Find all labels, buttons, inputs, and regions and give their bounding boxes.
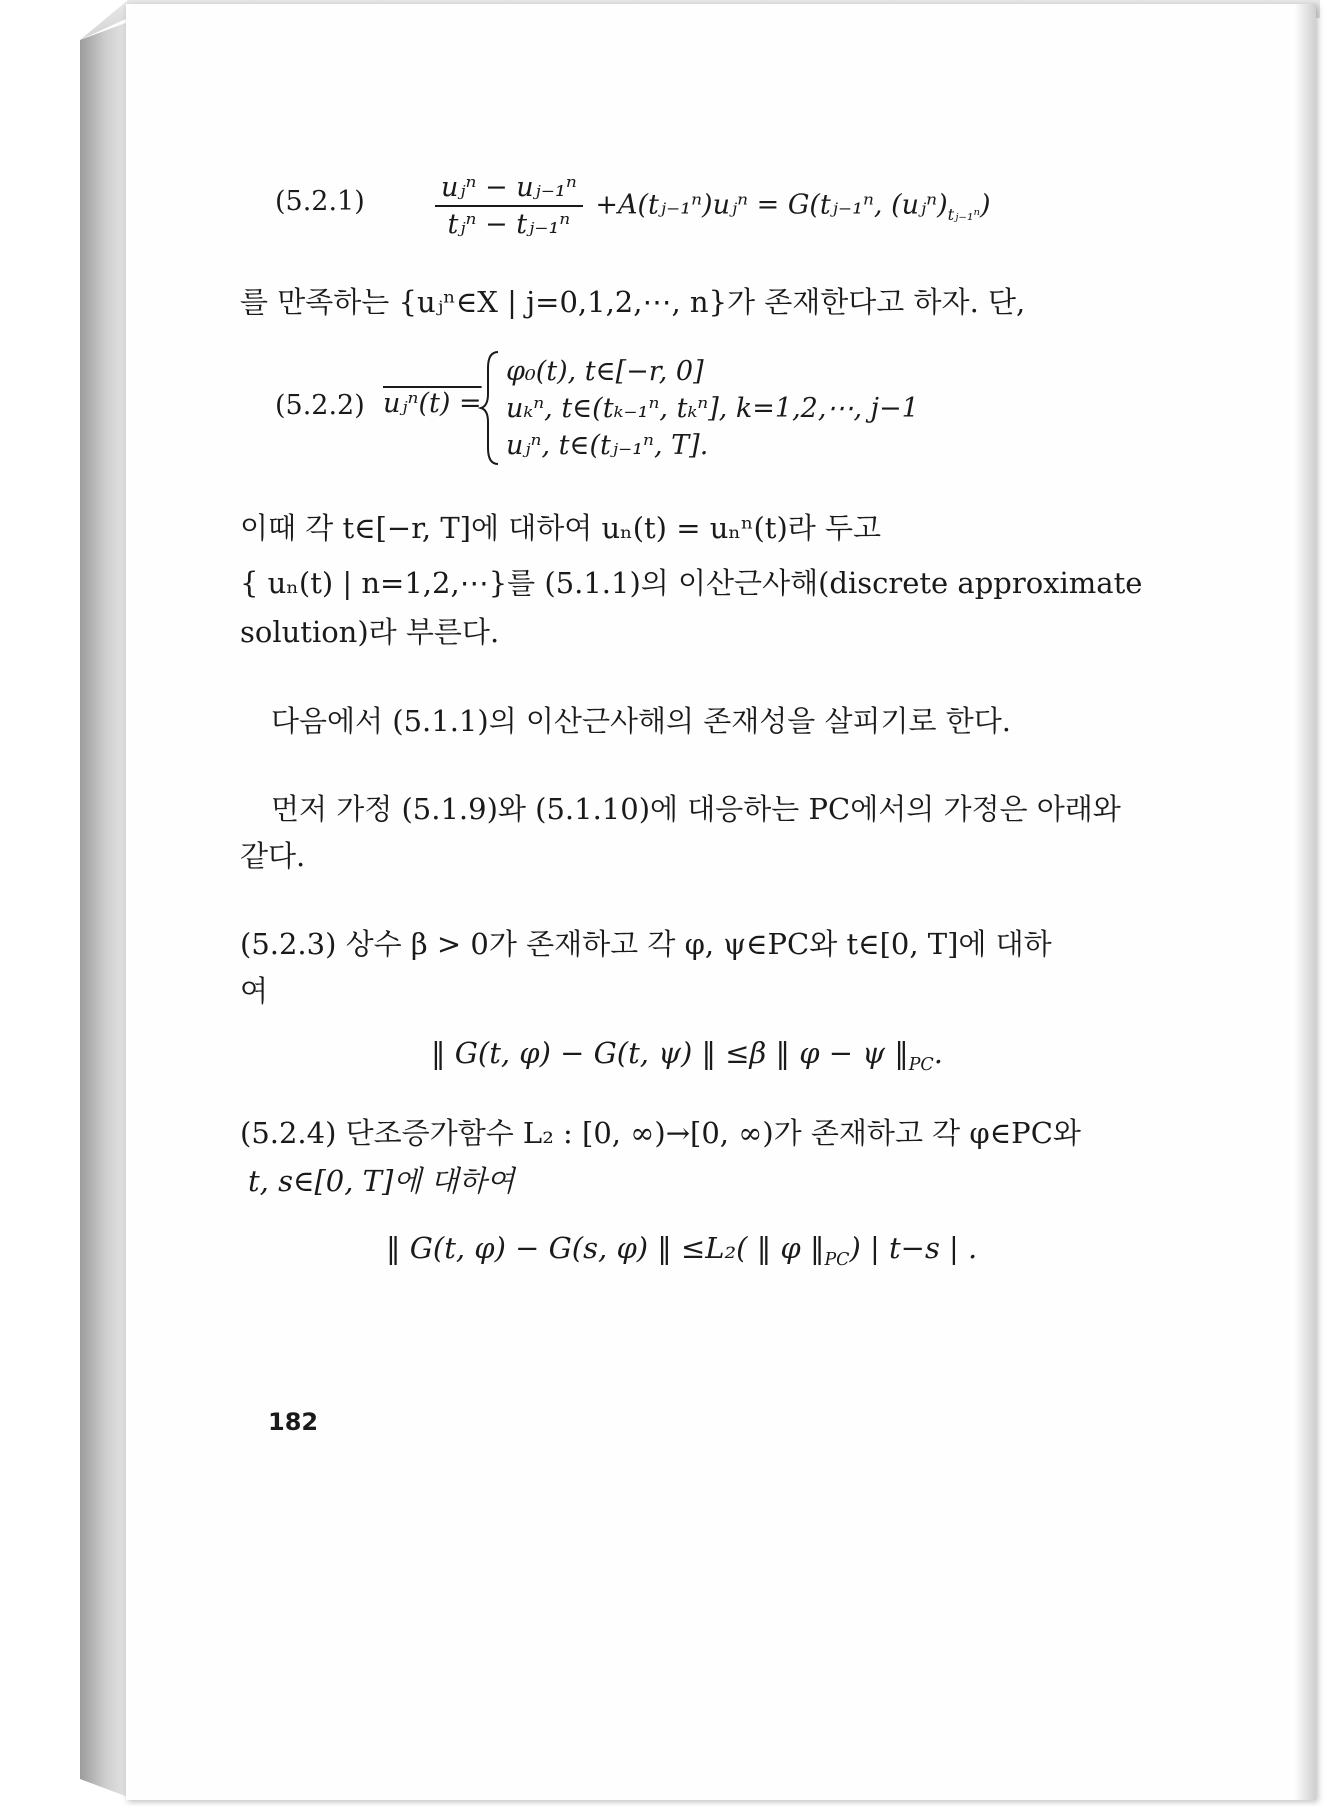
cond-5-2-4-eq-main: ‖ G(t, φ) − G(s, φ) ‖ ≤L₂( ‖ φ ‖ [386, 1231, 825, 1265]
eq-5-2-1 [431, 172, 991, 240]
para2: 다음에서 (5.1.1)의 이산근사해의 존재성을 살피기로 한다. [271, 704, 1012, 738]
cond-5-2-4-equation [386, 1231, 977, 1270]
page-right-edge [1294, 4, 1316, 1800]
line-satisfy: 를 만족하는 {uⱼⁿ∈X | j=0,1,2,⋯, n}가 존재한다고 하자. 단, [240, 285, 1026, 319]
eq-5-2-2-case-3: uⱼⁿ, t∈(tⱼ₋₁ⁿ, T]. [506, 430, 709, 461]
para1-line1: 이때 각 t∈[−r, T]에 대하여 uₙ(t) = uₙⁿ(t)라 두고 [240, 511, 882, 545]
book-page [126, 4, 1316, 1800]
eq-5-2-2-lhs: uⱼⁿ(t) = [383, 388, 482, 419]
cond-5-2-3-eq-sub: PC [908, 1054, 934, 1075]
cond-5-2-4-eq-sub: PC [824, 1249, 850, 1270]
left-brace-icon [478, 348, 502, 468]
cond-5-2-4-line1: (5.2.4) 단조증가함수 L₂ : [0, ∞)→[0, ∞)가 존재하고 각 φ∈PC와 [240, 1116, 1081, 1150]
page-number: 182 [268, 1408, 319, 1436]
cond-5-2-4-eq-end: ) | t−s | . [849, 1231, 978, 1265]
cond-5-2-3-equation [431, 1036, 943, 1075]
eq-5-2-1-end: ) [980, 189, 991, 221]
para3-line2: 같다. [240, 839, 306, 873]
book-side-edge [80, 22, 128, 1797]
eq-5-2-1-fraction [435, 172, 583, 240]
eq-5-2-1-sub: tⱼ₋₁ⁿ [947, 204, 981, 224]
para3-line1: 먼저 가정 (5.1.9)와 (5.1.10)에 대응하는 PC에서의 가정은 아래와 [271, 792, 1121, 826]
eq-5-2-1-rest: +A(tⱼ₋₁ⁿ)uⱼⁿ = G(tⱼ₋₁ⁿ, (uⱼⁿ) [595, 189, 948, 221]
cond-5-2-3-line2: 여 [240, 974, 269, 1008]
eq-5-2-1-label: (5.2.1) [275, 186, 365, 217]
eq-5-2-2-case-2: uₖⁿ, t∈(tₖ₋₁ⁿ, tₖⁿ], k=1,2,⋯, j−1 [506, 393, 919, 424]
eq-5-2-1-denominator: tⱼⁿ − tⱼ₋₁ⁿ [447, 209, 571, 240]
eq-5-2-2-label: (5.2.2) [275, 390, 365, 421]
para1-line3: solution)라 부른다. [240, 615, 500, 649]
cond-5-2-3-eq-end: . [933, 1036, 943, 1070]
cond-5-2-3-line1: (5.2.3) 상수 β > 0가 존재하고 각 φ, ψ∈PC와 t∈[0, T]에 대하 [240, 927, 1052, 961]
cond-5-2-3-eq-main: ‖ G(t, φ) − G(t, ψ) ‖ ≤β ‖ φ − ψ ‖ [431, 1036, 909, 1070]
para1-line2: { uₙ(t) | n=1,2,⋯}를 (5.1.1)의 이산근사해(discrete approximate [240, 566, 1143, 600]
cond-5-2-4-line2: t, s∈[0, T]에 대하여 [248, 1164, 515, 1198]
eq-5-2-1-numerator: uⱼⁿ − uⱼ₋₁ⁿ [435, 172, 583, 207]
eq-5-2-2-case-1: φ₀(t), t∈[−r, 0] [506, 356, 704, 387]
